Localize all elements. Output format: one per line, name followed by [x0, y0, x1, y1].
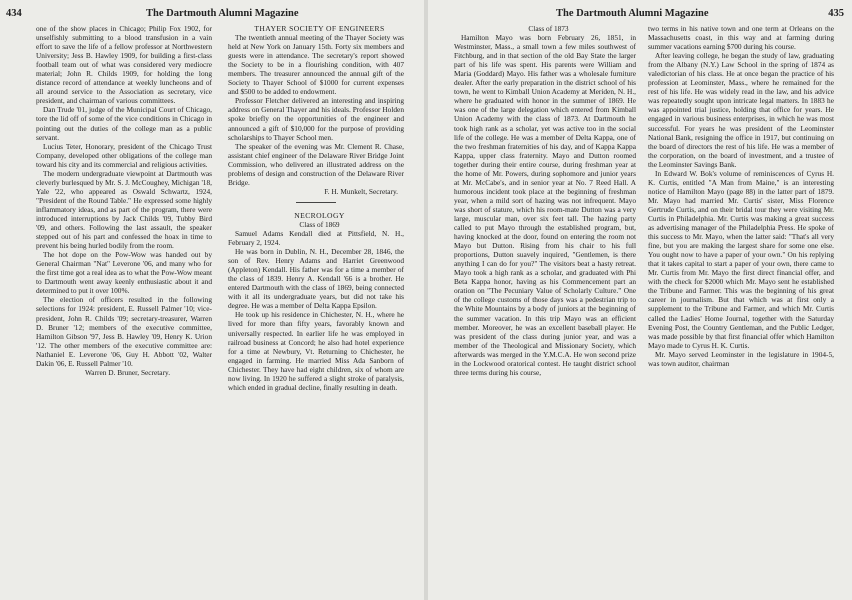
secretary-signature: F. H. Munkelt, Secretary.	[324, 186, 398, 196]
left-column-alumni-news	[36, 24, 212, 377]
running-head: The Dartmouth Alumni Magazine	[556, 8, 709, 19]
right-column-thayer-necrology	[228, 24, 404, 392]
paragraph: Mr. Mayo served Leominster in the legislature in 1904-5, was town auditor, chairman	[648, 349, 834, 368]
class-subheading: Class of 1869	[299, 219, 340, 229]
left-column-class-1873	[454, 24, 636, 377]
paragraph: The modern undergraduate viewpoint at Dartmouth was cleverly burlesqued by Mr. S. J. McCoughey, Michigan '18, Yale '22, who appeared as Oswald Schwartz, 1924, "President of the Round Table." He expressed some highly inflammatory ideas, and as part of the program, there were introduced interruptions by Jack Childs '09, Tubby Bird '09, and others. Following the last assault, the speaker stepped out of his part and confessed the hoax in time to prevent his being hurled bodily from the room.	[36, 168, 212, 251]
secretary-signature: Warren D. Bruner, Secretary.	[84, 367, 171, 377]
section-heading-thayer: THAYER SOCIETY OF ENGINEERS	[254, 24, 385, 33]
running-head: The Dartmouth Alumni Magazine	[146, 8, 299, 19]
paragraph: After leaving college, he began the study of law, graduating from the Albany (N.Y.) Law School in the spring of 1874 as valedictorian of his class. He at once began the practice of his profession at Leominster, Mass., where he remained for the rest of his life. He was widely read in the law, and his advice was repeatedly sought upon intricate legal matters. In 1883 he was appointed trial justice, holding that office for years. He engaged in various business enterprises, in which he was most successful. For years he was president of the Leominster National Bank, resigning the office in 1917, but continuing on the board of directors the rest of his life. He was a member of the corporation, on the board of investment, and a trustee of the Leominster Savings Bank.	[648, 51, 834, 169]
divider	[296, 202, 336, 203]
paragraph: The hot dope on the Pow-Wow was handed out by General Chairman "Nat" Leverone '06, and many who for the first time got a real idea as to what the Pow-Wow meant to Dartmouth went away keenly enthusiastic about it and determined to put it over 100%.	[36, 250, 212, 296]
class-subheading: Class of 1873	[528, 24, 569, 33]
paragraph: two terms in his native town and one term at Orleans on the Massachusetts coast, in this way and at farming during summer vacations earning $700 during his course.	[648, 24, 834, 52]
paragraph: Samuel Adams Kendall died at Pittsfield, N. H., February 2, 1924.	[228, 228, 404, 248]
left-page	[0, 0, 424, 600]
section-heading-necrology: NECROLOGY	[294, 210, 345, 220]
page-number: 434	[6, 8, 22, 19]
paragraph: The twentieth annual meeting of the Thayer Society was held at New York on January 15th. Forty six members and guests were in attendance. The secretary's report showed the Society to be in a flourishing condition, with 407 members. The treasurer announced the annual gift of the Society to Thayer School of $1000 for current expenses and $500 to be added to endowment.	[228, 33, 404, 97]
paragraph: Dan Trude '01, judge of the Municipal Court of Chicago, tore the lid off of some of the vice conditions in Chicago in pointing out the duties of the college man as a public servant.	[36, 105, 212, 142]
paragraph: He took up his residence in Chichester, N. H., where he lived for more than fifty years, favorably known and universally respected. In earlier life he was employed in railroad business at Concord; he also had hotel experience for a time at Newbury, Vt. Returning to Chichester, he engaged in farming. He married Miss Ada Sanborn of Chichester. They have had eight children, six of whom are now living. In 1920 he suffered a slight stroke of paralysis, which ended in gradual decline, finally resulting in death.	[228, 310, 404, 392]
right-page	[428, 0, 852, 600]
paragraph: In Edward W. Bok's volume of reminiscences of Cyrus H. K. Curtis, entitled "A Man from Maine," is an interesting notice of Hamilton Mayo (page 88) in the latter part of 1879. Mr. Mayo had married Mr. Curtis' sister, Miss Florence Gertrude Curtis, and on their bridal tour they were visiting Mr. Curtis in Philadelphia. Mr. Curtis was making a great success as advertising manager of the Philadelphia Press. He spoke of this success to Mr. Mayo, when the latter said: "That's all very fine, but you are making the largest share for some one else. You ought now to have a paper of your own." On his replying that it takes capital to start a paper of your own, there came to Mr. Curtis from Mr. Mayo the first direct financial offer, and with the check for $2000 which Mr. Mayo sent he established the Tribune and Farmer. This was the beginning of his great career in journalism. But that which was at first only a supplement to the Tribune and Farmer, and which Mr. Curtis called the Ladies' Home Journal, together with the Saturday Evening Post, the Country Gentleman, and the Public Ledger, was made possible by that first financial offer which Hamilton Mayo made to Cyrus H. K. Curtis.	[648, 168, 834, 350]
right-column-class-1873-cont	[648, 24, 834, 368]
paragraph: Hamilton Mayo was born February 26, 1851, in Westminster, Mass., a small town a few miles southwest of Fitchburg, and in that section of the old Bay State the larger part of his life was spent. His parents were William and Maria (Goddard) Mayo. His father was a wholesale furniture dealer. After the early preparation in the district school of his town, he went to Kimball Union Academy at Meriden, N. H., where he graduated with honor in the summer of 1869. He was one of the large delegation which entered from Kimball Union Academy with the class of 1873. At Dartmouth he took high rank as a scholar, yet was active too in the social life of the college. He was a member of Delta Kappa, one of the two freshman fraternities of his day, and of Kappa Kappa Kappa, upper class fraternity. Mayo and Dutton roomed together during their entire course, during freshman year at the home of Mr. Powers, during sophomore and junior years at Mr. McCabe's, and in senior year at No. 7 Reed Hall. A humorous incident took place at the beginning of freshman year, when a mild sort of hazing was not infrequent. Mayo was short of stature, which his room-mate Dutton was a very large, muscular man, over six feet tall. The hazing party called to put Mayo through the established program, but, having knocked at the door, found on entering the room not Mayo but Dutton. Rising from his chair to his full proportions, Dutton suavely inquired, "Gentlemen, is there anything I can do for you?" The visitors beat a hasty retreat. Mayo took a high rank as a scholar, and graduated with Phi Beta Kappa honor, having as his Commencement part an oration on "The Pecuniary Value of Scholarly Culture." One of the college customs of those days was a pedestrian trip to the White Mountains by a body of juniors at the beginning of the summer vacation. In this trip Mayo was an efficient member. Moreover, he was an excellent baseball player. He was president of the class during junior year, and was a member of the Theological and Missionary Society, which afterwards was merged in the Y.M.C.A. He won second prize in the Lockwood oratorical contest. He taught district school three terms during his course,	[454, 33, 636, 377]
paragraph: The speaker of the evening was Mr. Clement R. Chase, assistant chief engineer of the Delaware River Bridge Joint Commission, who delivered an illustrated address on the problems of design and construction of the Delaware River Bridge.	[228, 141, 404, 187]
paragraph: Professor Fletcher delivered an interesting and inspiring address on General Thayer and his ideals. Professor Holden spoke briefly on the opportunities of the engineer and announced a gift of $10,000 for the purpose of providing scholarships to Thayer School men.	[228, 96, 404, 142]
page-number: 435	[828, 8, 844, 19]
paragraph: He was born in Dublin, N. H., December 28, 1846, the son of Rev. Henry Adams and Harriet Greenwood (Appleton) Kendall. His father was for a time a member of the class of 1839. Henry A. Kendall '66 is a brother. He entered Dartmouth with the class of 1869, being connected with it all its undergraduate years, but did not take his degree. He was a member of Delta Kappa Epsilon.	[228, 247, 404, 311]
paragraph: The election of officers resulted in the following selections for 1924: president, E. Russell Palmer '10; vice-president, John R. Childs '09; secretary-treasurer, Warren D. Bruner '12; members of the executive committee, Hamilton Gibson '97, Jess B. Hawley '09, Henry K. Urion '12. The other members of the executive committee are: Nathaniel E. Leverone '06, Guy H. Abbott '02, Walter Dakin '06, E. Russell Palmer '10.	[36, 295, 212, 368]
paragraph: Lucius Teter, Honorary, president of the Chicago Trust Company, developed other obligations of the college man toward his city and its commercial and religious activities.	[36, 141, 212, 169]
paragraph: one of the show places in Chicago; Philip Fox 1902, for unselfishly submitting to a blood transfusion in a vain effort to save the life of a fellow professor at Northwestern University; Jess B. Hawley 1909, for building a first-class football team out of what was considered very mediocre material; John R. Childs 1909, for holding the long distance record of attendance at weekly luncheons and of all around service to the Association as secretary, vice president, and chairman of various committees.	[36, 24, 212, 106]
